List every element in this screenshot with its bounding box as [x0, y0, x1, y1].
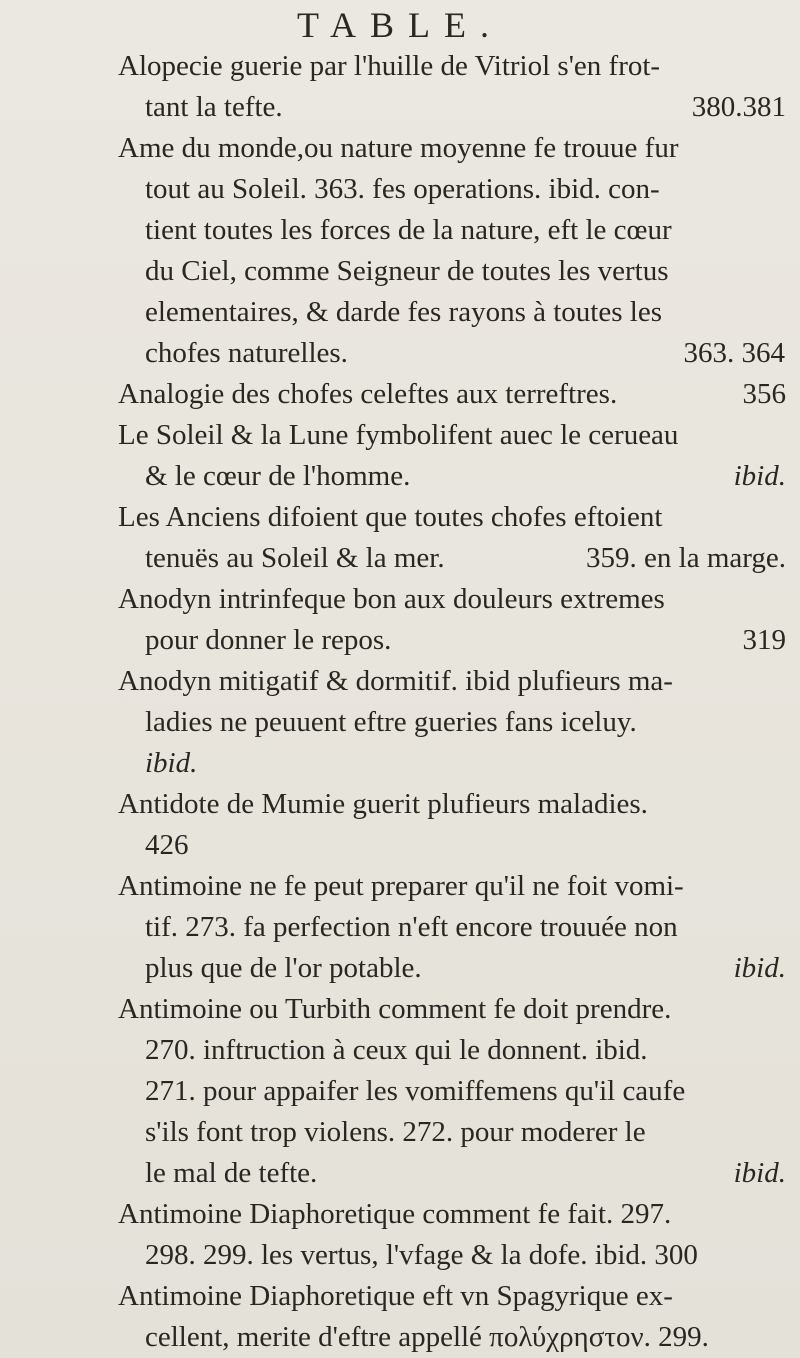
index-line: plus que de l'or potable. ibid. [145, 952, 786, 984]
index-line: cellent, merite d'eftre appellé πολύχρηστον. 299. [145, 1321, 709, 1353]
index-line: ladies ne peuuent eftre gueries fans iceluy. [145, 706, 637, 738]
index-line: 426 [145, 829, 189, 861]
index-line: 271. pour appaifer les vomiffemens qu'il caufe [145, 1075, 686, 1107]
index-line: Alopecie guerie par l'huille de Vitriol s'en frot- [118, 50, 661, 82]
index-line: Ame du monde,ou nature moyenne fe trouue fur [118, 132, 679, 164]
index-line: & le cœur de l'homme. ibid. [145, 460, 786, 492]
index-line: elementaires, & darde fes rayons à toutes les [145, 296, 662, 328]
index-line: Le Soleil & la Lune fymbolifent auec le cerueau [118, 419, 679, 451]
index-line: Antimoine ne fe peut preparer qu'il ne foit vomi- [118, 870, 684, 902]
index-line: Antidote de Mumie guerit plufieurs maladies. [118, 788, 648, 820]
index-line: Antimoine Diaphoretique eft vn Spagyrique ex- [118, 1280, 673, 1312]
index-line: 270. inftruction à ceux qui le donnent. ibid. [145, 1034, 648, 1066]
index-line: Les Anciens difoient que toutes chofes eftoient [118, 501, 663, 533]
index-line: tant la tefte. 380.381 [145, 91, 786, 123]
index-line: tout au Soleil. 363. fes operations. ibid. con- [145, 173, 660, 205]
index-line: Anodyn mitigatif & dormitif. ibid plufieurs ma- [118, 665, 673, 697]
page-header: TABLE. [296, 5, 504, 45]
index-line: tient toutes les forces de la nature, eft le cœur [145, 214, 672, 246]
index-line: du Ciel, comme Seigneur de toutes les vertus [145, 255, 669, 287]
index-line: Analogie des chofes celeftes aux terreftres. 356 [118, 378, 786, 410]
index-line: pour donner le repos. 319 [145, 624, 786, 656]
index-line: Anodyn intrinfeque bon aux douleurs extremes [118, 583, 665, 615]
index-line: Antimoine Diaphoretique comment fe fait. 297. [118, 1198, 672, 1230]
index-line: le mal de tefte. ibid. [145, 1157, 786, 1189]
index-line: Antimoine ou Turbith comment fe doit prendre. [118, 993, 672, 1025]
index-line: tenuës au Soleil & la mer. 359. en la marge. [145, 542, 786, 574]
index-line: tif. 273. fa perfection n'eft encore trouuée non [145, 911, 678, 943]
index-line: s'ils font trop violens. 272. pour moderer le [145, 1116, 646, 1148]
index-line: ibid. [145, 747, 198, 779]
index-line: 298. 299. les vertus, l'vfage & la dofe. ibid. 300 [145, 1239, 698, 1271]
index-line: chofes naturelles. 363. 364 [145, 337, 785, 369]
